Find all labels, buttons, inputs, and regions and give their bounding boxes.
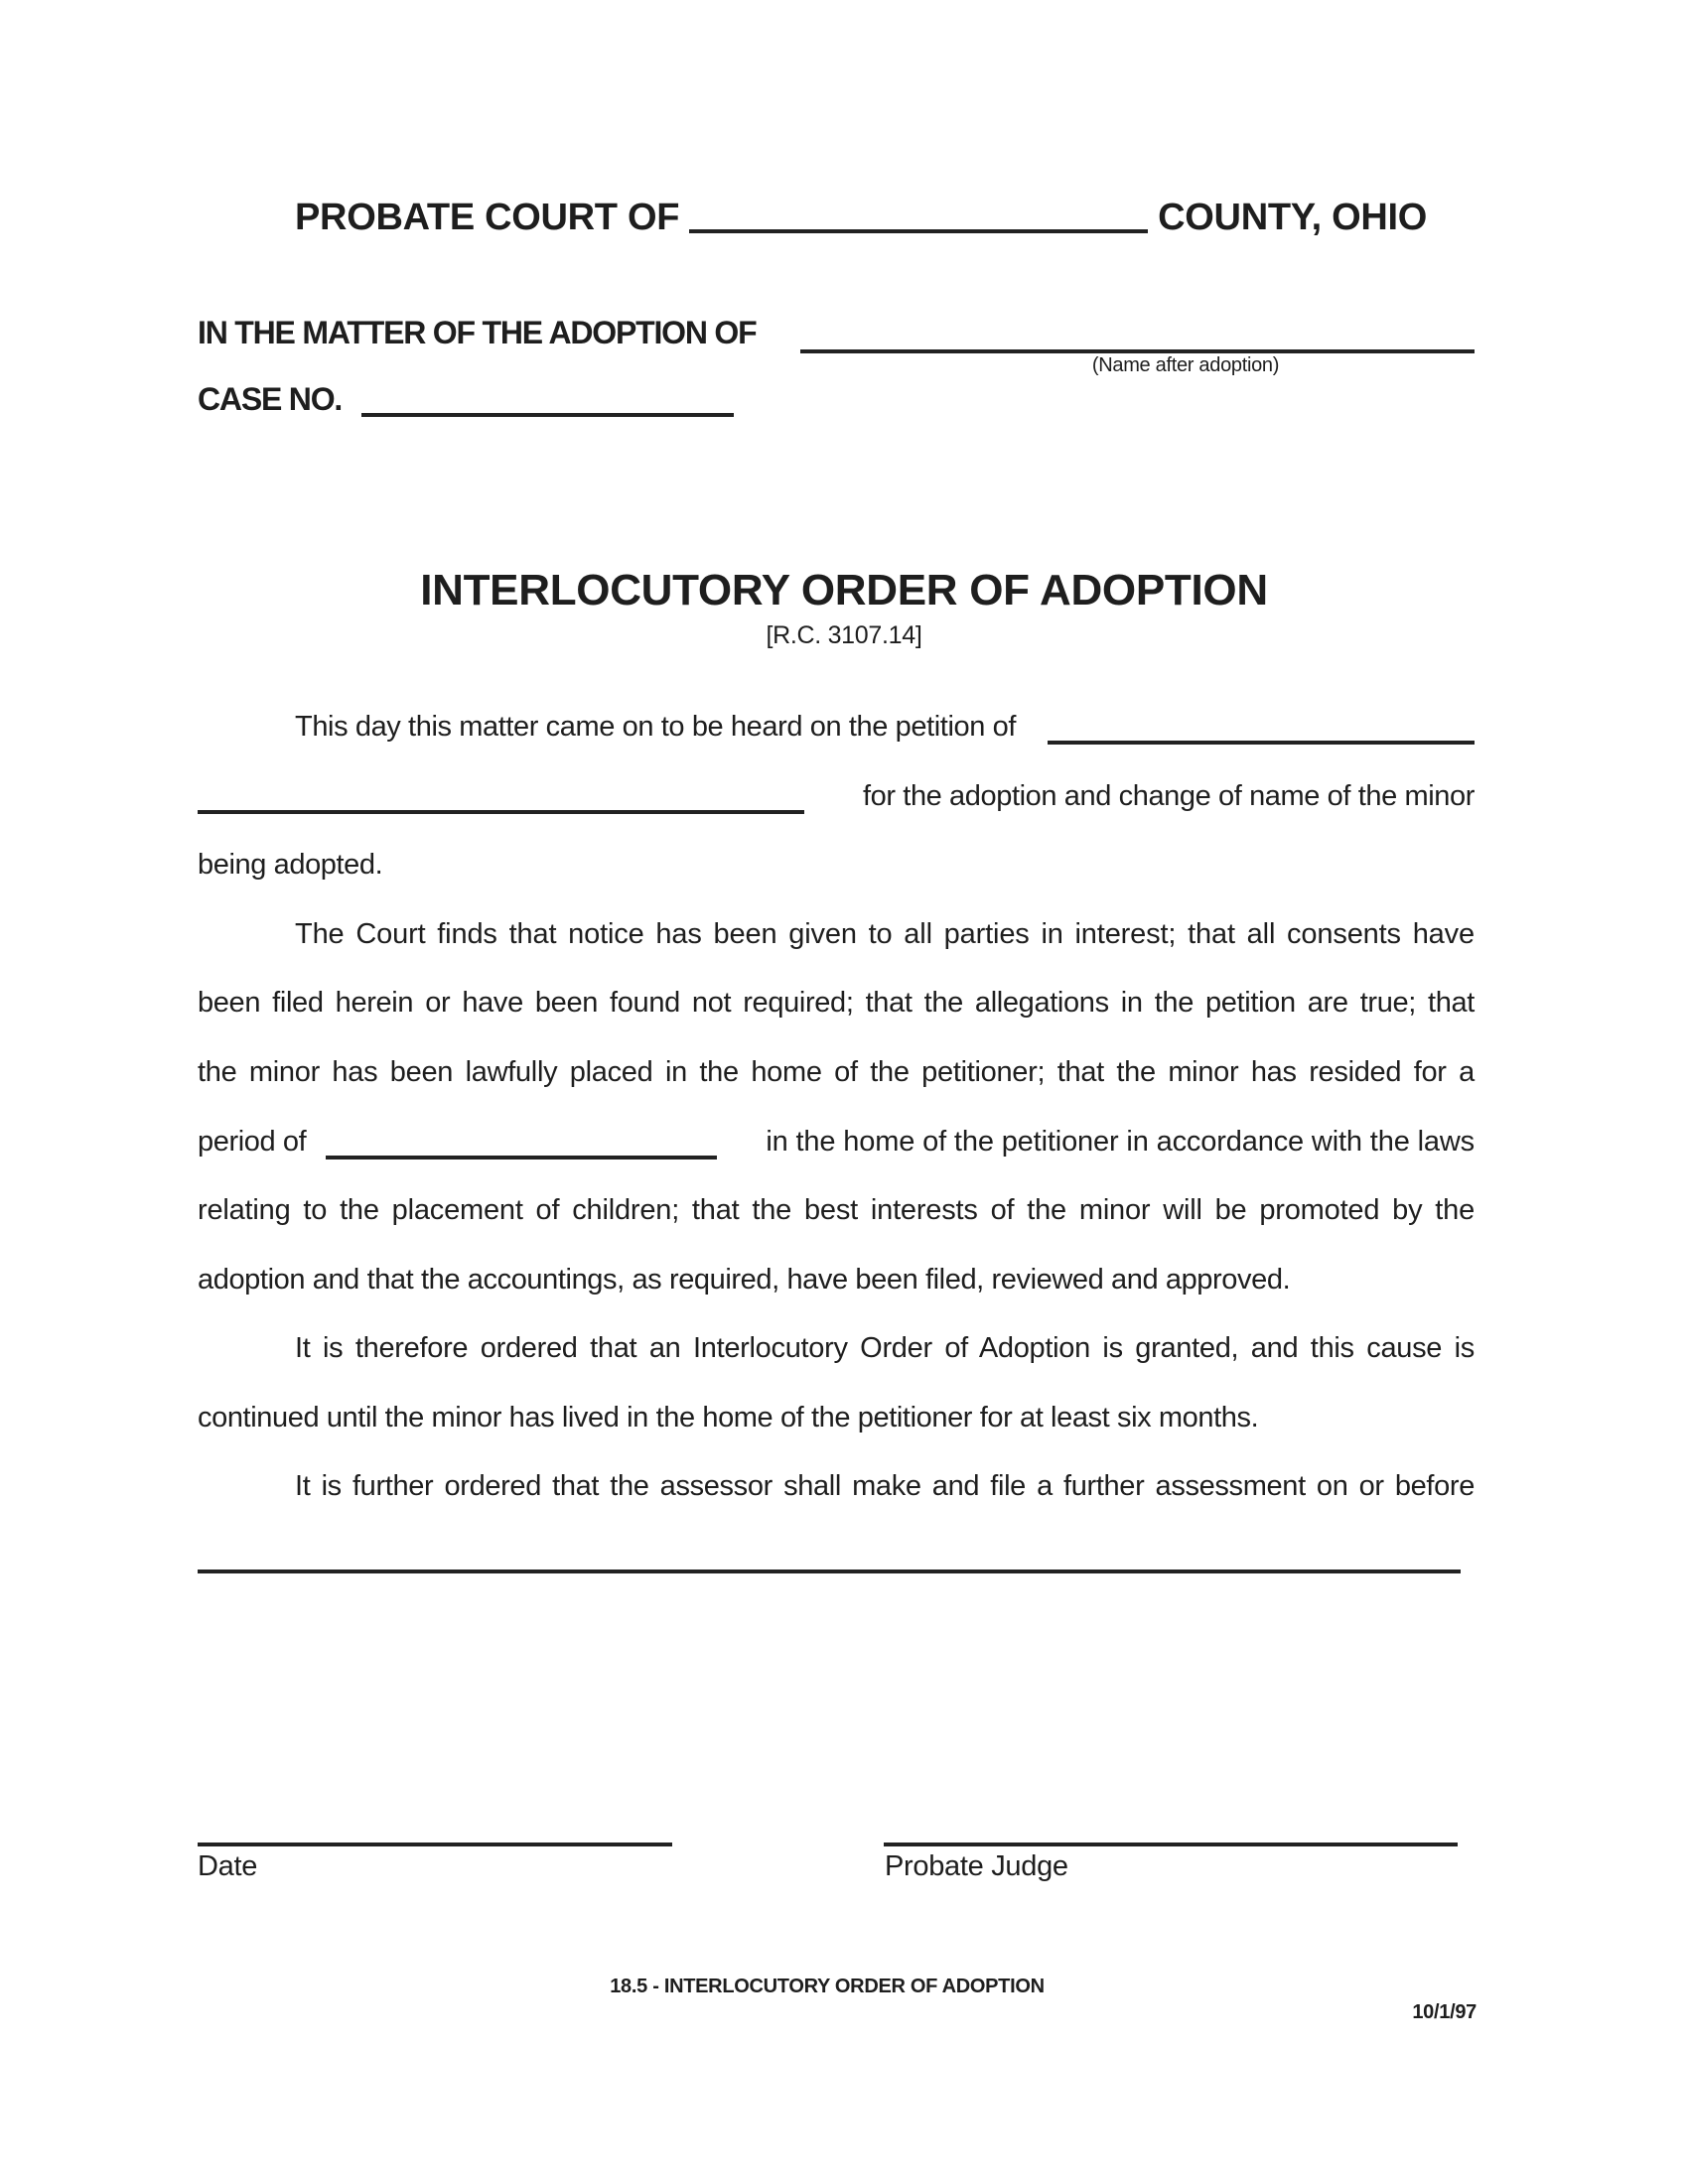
case-number-label: CASE NO. bbox=[198, 381, 343, 417]
date-label: Date bbox=[198, 1850, 258, 1882]
court-heading bbox=[295, 197, 1427, 239]
document-title: INTERLOCUTORY ORDER OF ADOPTION bbox=[420, 566, 1268, 614]
adoption-matter-label: IN THE MATTER OF THE ADOPTION OF bbox=[198, 315, 757, 350]
date-signature-field[interactable] bbox=[198, 1843, 672, 1846]
body-line: It is further ordered that the assessor shall make and file a further assessment on or before bbox=[295, 1470, 1475, 1502]
residence-period-field[interactable] bbox=[326, 1156, 717, 1160]
county-name-field[interactable] bbox=[689, 229, 1148, 233]
body-line: the minor has been lawfully placed in the home of the petitioner; that the minor has resided for a bbox=[198, 1056, 1475, 1088]
body-line: for the adoption and change of name of the minor bbox=[862, 780, 1475, 812]
form-footer-title: 18.5 - INTERLOCUTORY ORDER OF ADOPTION bbox=[610, 1976, 1045, 1997]
body-line: The Court finds that notice has been given to all parties in interest; that all consents have bbox=[295, 918, 1475, 950]
body-line: It is therefore ordered that an Interlocutory Order of Adoption is granted, and this cause is bbox=[295, 1332, 1475, 1364]
body-line: being adopted. bbox=[198, 849, 383, 881]
form-revision-date: 10/1/97 bbox=[1412, 2001, 1477, 2023]
assessment-date-field[interactable] bbox=[198, 1570, 1461, 1573]
body-line: in the home of the petitioner in accordance with the laws bbox=[766, 1126, 1475, 1158]
body-line: been filed herein or have been found not required; that the allegations in the petition are true; that bbox=[198, 987, 1475, 1019]
body-line: continued until the minor has lived in the home of the petitioner for at least six months. bbox=[198, 1402, 1259, 1433]
body-line: This day this matter came on to be heard on the petition of bbox=[295, 711, 1016, 743]
body-line: relating to the placement of children; that the best interests of the minor will be promoted by the bbox=[198, 1194, 1475, 1226]
court-suffix: COUNTY, OHIO bbox=[1158, 197, 1428, 238]
case-number-field[interactable] bbox=[361, 413, 734, 417]
body-line: adoption and that the accountings, as required, have been filed, reviewed and approved. bbox=[198, 1264, 1291, 1296]
body-line: period of bbox=[198, 1126, 307, 1158]
statute-reference: [R.C. 3107.14] bbox=[766, 621, 922, 649]
petitioner-name-field[interactable] bbox=[1048, 741, 1475, 745]
name-after-adoption-hint: (Name after adoption) bbox=[1091, 354, 1280, 376]
petitioner-name-field-continued[interactable] bbox=[198, 810, 804, 814]
probate-judge-label: Probate Judge bbox=[885, 1850, 1068, 1882]
court-prefix: PROBATE COURT OF bbox=[295, 197, 680, 238]
judge-signature-field[interactable] bbox=[884, 1843, 1458, 1846]
adoptee-name-field[interactable] bbox=[800, 349, 1475, 353]
